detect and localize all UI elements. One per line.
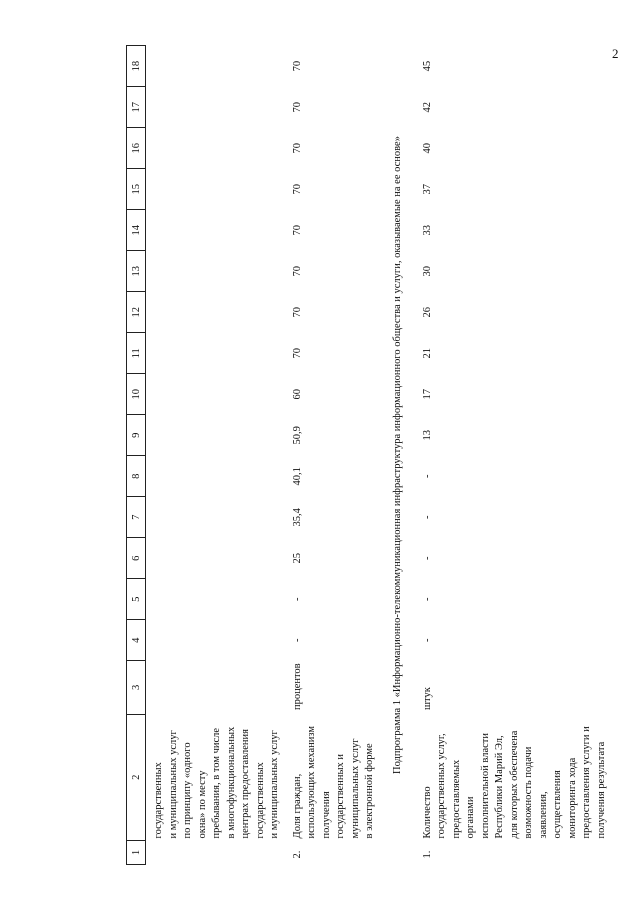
row-number: 2. [291,850,303,859]
value-18-cell [413,46,610,87]
indicator-name-text [283,714,378,840]
value-18: 45 [421,60,433,72]
value-8-cell [413,456,610,497]
indicator-name-line: государственных услуг, [436,733,447,839]
continuation-values-cell [146,46,283,715]
value-4: - [421,638,433,642]
value-10: 60 [291,389,303,400]
value-11-cell [283,333,378,374]
continuation-name-line: по принципу «одного [182,742,193,839]
value-9: 13 [421,430,433,441]
value-12-cell [413,292,610,333]
value-6: - [421,556,433,560]
value-4-cell [283,620,378,661]
indicator-name-line: для которых обеспечена [508,730,520,839]
value-8-cell [283,456,378,497]
value-13-cell [283,251,378,292]
indicator-name-line: получения [320,791,332,839]
header-cell-8: 8 [127,456,146,497]
header-cell-13: 13 [127,251,146,292]
header-cell-11: 11 [127,333,146,374]
header-cell-4: 4 [127,620,146,661]
value-9-cell [283,415,378,456]
indicator-name-line: мониторинга хода [566,757,578,839]
header-cell-7: 7 [127,497,146,538]
value-5: - [421,597,433,601]
continuation-name-line: пребывания, в том числе [211,727,222,839]
header-cell-10: 10 [127,374,146,415]
header-cell-3: 3 [127,661,146,714]
indicator-name-line: осуществления [552,770,563,839]
indicator-name-line: предоставления услуги и [581,726,592,839]
value-9: 50,9 [291,426,303,445]
continuation-row [146,46,283,865]
table-row [413,46,610,865]
value-17: 42 [421,102,433,113]
unit: штук [421,687,433,711]
continuation-name-line: и муниципальных услуг [167,730,179,839]
value-11: 21 [421,348,433,359]
value-15-cell [413,169,610,210]
row-number: 1. [421,850,433,859]
header-cell-15: 15 [127,169,146,210]
indicator-name-text [413,714,610,840]
continuation-number-cell [146,840,283,864]
value-6-cell [283,538,378,579]
indicator-name-line: государственных и [335,753,346,839]
value-10-cell [413,374,610,415]
header-cell-16: 16 [127,128,146,169]
indicator-name-cell [413,714,610,840]
value-4-cell [413,620,610,661]
indicator-name-line: получения результата [595,741,607,839]
indicator-name-line: возможность подачи [523,746,534,839]
value-8: - [421,474,433,478]
indicator-name-line: Республики Марий Эл, [494,735,505,839]
indicator-name-line: заявления, [537,791,549,839]
unit-cell [413,661,610,714]
value-6-cell [413,538,610,579]
value-17-cell [413,87,610,128]
indicator-name-line: использующих механизм [306,726,317,839]
value-8: 40,1 [291,467,303,486]
value-10: 17 [421,389,433,400]
header-row [127,46,146,865]
indicator-name-line: муниципальных услуг [349,738,361,839]
value-13: 30 [421,266,433,277]
value-7-cell [283,497,378,538]
header-cell-12: 12 [127,292,146,333]
indicator-name-line: исполнительной власти [479,733,491,839]
header-cell-2: 2 [127,714,146,840]
value-17: 70 [291,102,303,113]
value-14: 70 [291,225,303,236]
continuation-name-line: центрах предоставления [240,728,251,839]
value-18-cell [283,46,378,87]
value-15: 37 [421,184,433,195]
indicator-name-line: Доля граждан, [291,773,303,839]
header-cell-14: 14 [127,210,146,251]
value-16-cell [413,128,610,169]
subprogram-row [378,46,413,865]
value-13-cell [413,251,610,292]
value-16: 70 [291,143,303,154]
indicator-table-container [126,45,640,865]
value-7: - [421,515,433,519]
value-6: 25 [291,553,303,564]
value-11-cell [413,333,610,374]
unit-cell [283,661,378,714]
continuation-name-cell [146,714,283,840]
value-7-cell [413,497,610,538]
value-5-cell [413,579,610,620]
continuation-name-line: окна» по месту [196,770,208,839]
header-cell-17: 17 [127,87,146,128]
continuation-name-line: в многофункциональных [225,726,237,839]
value-10-cell [283,374,378,415]
value-14-cell [413,210,610,251]
value-15-cell [283,169,378,210]
value-16-cell [283,128,378,169]
indicator-name-line: в электронной форме [364,743,375,839]
value-12-cell [283,292,378,333]
indicator-name-line: предоставляемых [450,759,462,839]
header-cell-18: 18 [127,46,146,87]
indicator-name-line: органами [465,796,476,839]
value-16: 40 [421,143,433,154]
row-number-cell [283,840,378,864]
continuation-name-line: и муниципальных услуг [269,730,280,839]
value-7: 35,4 [291,508,303,527]
value-18: 70 [291,60,303,72]
value-13: 70 [291,266,303,277]
unit: процентов [291,663,303,711]
value-5: - [291,597,303,601]
header-cell-5: 5 [127,579,146,620]
value-11: 70 [291,348,303,359]
value-12: 26 [421,307,433,318]
page-number: 2 [612,46,619,61]
indicator-table [126,45,609,865]
indicator-name-line: Количество [421,786,433,839]
continuation-name-text [146,714,283,840]
value-12: 70 [291,307,303,318]
header-cell-6: 6 [127,538,146,579]
header-cell-9: 9 [127,415,146,456]
indicator-name-cell [283,714,378,840]
table-row [283,46,378,865]
header-cell-1: 1 [127,840,146,864]
subprogram-title: Подпрограмма 1 «Информационно-телекоммуникационная инфраструктура информационного общества и услуги, оказываемые на ее основе» [391,136,403,774]
value-4: - [291,638,303,642]
continuation-name-line: государственных [254,762,266,839]
value-15: 70 [291,184,303,195]
value-17-cell [283,87,378,128]
value-9-cell [413,415,610,456]
value-5-cell [283,579,378,620]
row-number-cell [413,840,610,864]
value-14: 33 [421,225,433,236]
continuation-name-line: государственных [153,762,164,839]
value-14-cell [283,210,378,251]
